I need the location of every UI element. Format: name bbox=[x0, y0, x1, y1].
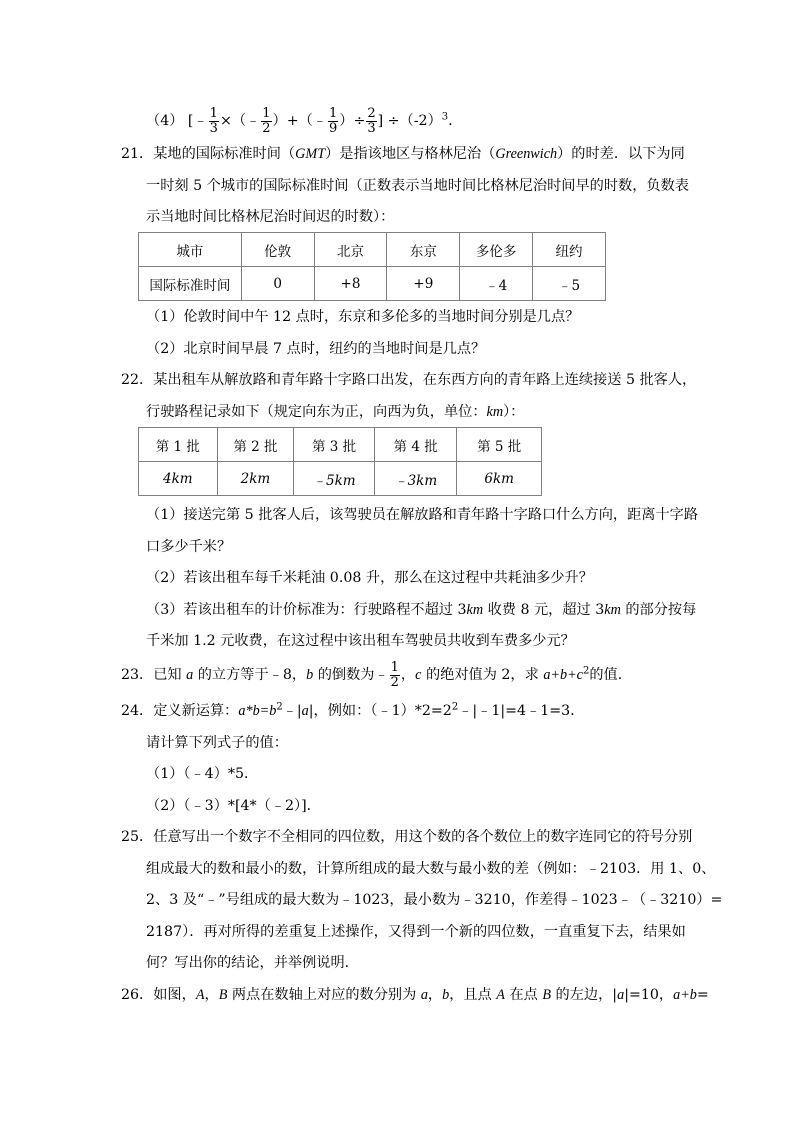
q22-th-4: 第 4 批 bbox=[374, 428, 457, 462]
q20-plus: ）+（ bbox=[272, 113, 313, 129]
q24-rest: ﹣|﹣1|=4﹣1=3． bbox=[458, 703, 585, 719]
q21-line-2: 一时刻 5 个城市的国际标准时间（正数表示当地时间比格林尼治时间早的时数，负数表 bbox=[146, 178, 689, 194]
q22-td-1: 4km bbox=[139, 462, 218, 496]
q22-sub-1-line-1: （1）接送完第 5 批客人后，该驾驶员在解放路和青年路十字路口什么方向，距离十字路 bbox=[146, 507, 699, 523]
q26-var-a2: a bbox=[617, 987, 625, 1003]
q21-td-label: 国际标准时间 bbox=[139, 267, 242, 301]
q21-sub-1: （1）伦敦时间中午 12 点时，东京和多伦多的当地时间分别是几点？ bbox=[146, 309, 580, 325]
q23-var-c: c bbox=[415, 667, 422, 683]
q26-h: = bbox=[696, 987, 709, 1003]
q24-def: a*b=b bbox=[238, 703, 277, 719]
q26-b: 两点在数轴上对应的数分别为 bbox=[227, 987, 421, 1003]
q21-th-toronto: 多伦多 bbox=[460, 233, 533, 267]
q23-expr: a+b+c bbox=[543, 667, 583, 683]
q22-th-2: 第 2 批 bbox=[217, 428, 294, 462]
q21-th-london: 伦敦 bbox=[241, 233, 314, 267]
q26-expr: a+b bbox=[673, 987, 697, 1003]
q22-line-2 bbox=[146, 402, 524, 422]
q25-line-3: 2、3 及“﹣”号组成的最大数为﹣1023，最小数为﹣3210，作差得﹣1023﹣（﹣3210）= bbox=[146, 892, 723, 908]
q23-line bbox=[121, 660, 632, 690]
q22-sub-1-line-2: 口多少千米？ bbox=[146, 539, 232, 555]
q21-gmt: GMT bbox=[295, 146, 326, 162]
q26-point-b2: B bbox=[542, 987, 552, 1003]
q22-sub-3-line-2: 千米加 1.2 元收费，在这过程中该出租车驾驶员共收到车费多少元？ bbox=[146, 633, 575, 649]
q21-td-beijing: +8 bbox=[314, 267, 387, 301]
q22-table-value-row bbox=[139, 462, 542, 496]
q22-table-header-row bbox=[139, 428, 542, 462]
q22-th-3: 第 3 批 bbox=[294, 428, 375, 462]
q20-exponent: 3 bbox=[441, 111, 449, 123]
q20-part4-label: （4） bbox=[146, 113, 184, 129]
q26-f: 的左边，| bbox=[551, 987, 618, 1003]
q21-th-beijing: 北京 bbox=[314, 233, 387, 267]
q22-line-2-a: 行驶路程记录如下（规定向东为正，向西为负，单位： bbox=[146, 404, 487, 420]
q26-var-a: a bbox=[420, 987, 428, 1003]
q21-time-table bbox=[138, 232, 606, 301]
q21-th-newyork: 纽约 bbox=[533, 233, 606, 267]
q24-exp2: 2 bbox=[451, 701, 459, 713]
q26-line-1 bbox=[121, 985, 709, 1005]
q22-sub-3-c: 的部分按每 bbox=[620, 602, 697, 618]
q20-frac-4: $\frac{2}{3}$ bbox=[367, 105, 376, 136]
q24-ask: 请计算下列式子的值： bbox=[146, 735, 288, 751]
q20-end: . bbox=[448, 113, 453, 129]
q25-line-2: 组成最大的数和最小的数，计算所组成的最大数与最小数的差（例如：﹣2103．用 1、0、 bbox=[146, 861, 716, 877]
q23-e: 的绝对值为 2，求 bbox=[421, 667, 544, 683]
q20-times: ×（ bbox=[219, 113, 247, 129]
q25-line-1: 25．任意写出一个数字不全相同的四位数，用这个数的各个数位上的数字连同它的符号分别 bbox=[121, 829, 693, 845]
q20-frac-3: $\frac{1}{9}$ bbox=[328, 105, 338, 136]
q26-e: 在点 bbox=[504, 987, 543, 1003]
q21-greenwich: Greenwich bbox=[495, 146, 558, 162]
q24-sub-1: （1）（﹣4）*5． bbox=[146, 766, 259, 782]
q23-var-b: b bbox=[306, 667, 314, 683]
q22-line-1: 22．某出租车从解放路和青年路十字路口出发，在东西方向的青年路上连续接送 5 批客人， bbox=[121, 372, 697, 388]
q23-b: 的立方等于﹣8， bbox=[193, 667, 307, 683]
q21-table-value-row bbox=[139, 267, 606, 301]
q23-f: 的值． bbox=[589, 667, 632, 683]
q22-td-5: 6km bbox=[457, 462, 542, 496]
q22-distance-table bbox=[138, 427, 542, 496]
q26-point-a: A bbox=[195, 987, 205, 1003]
q24-line-1 bbox=[121, 701, 584, 721]
q20-part4: （4） [﹣ $\frac{1}{3}$ ×（﹣ $\frac{1}{2}$ ）+（﹣ $\frac{1}{9}$ ）÷ $\frac{2}{3}$ ] $\div(-2)^3$. bbox=[146, 105, 453, 136]
q26-g: |=10， bbox=[624, 987, 674, 1003]
q22-sub-3-unit-1: km bbox=[466, 602, 484, 618]
q21-td-tokyo: +9 bbox=[387, 267, 460, 301]
q24-var-a: a bbox=[301, 703, 309, 719]
q23-exp: 2 bbox=[582, 665, 590, 677]
q24-def2: ﹣| bbox=[282, 703, 302, 719]
q24-sub-2: （2）（﹣3）*[4*（﹣2）]． bbox=[146, 798, 321, 814]
q23-c: 的倒数为﹣ bbox=[313, 667, 389, 683]
q21-th-city: 城市 bbox=[139, 233, 242, 267]
q24-def3: |，例如：（﹣1）*2=2 bbox=[308, 703, 452, 719]
q20-frac-2: $\frac{1}{2}$ bbox=[262, 105, 271, 136]
q26-var-b: b bbox=[442, 987, 450, 1003]
q25-line-4: 2187）．再对所得的差重复上述操作，又得到一个新的四位数，一直重复下去，结果如 bbox=[146, 924, 686, 940]
q22-sub-3-a: （3）若该出租车的计价标准为：行驶路程不超过 3 bbox=[146, 602, 467, 618]
q21-td-toronto: ﹣4 bbox=[460, 267, 533, 301]
q24-exp: 2 bbox=[276, 701, 283, 713]
q23-frac: $\frac{1}{2}$ bbox=[390, 659, 399, 690]
q20-div: ）÷ bbox=[339, 113, 366, 129]
q23-a: 23．已知 bbox=[121, 667, 187, 683]
q20-tail: ] ÷（-2） bbox=[377, 113, 442, 129]
q22-sub-3-unit-2: km bbox=[604, 602, 621, 618]
q22-unit: km bbox=[486, 404, 504, 420]
q26-sep: ， bbox=[204, 987, 219, 1003]
q21-td-london: 0 bbox=[241, 267, 314, 301]
q22-td-4: ﹣3km bbox=[374, 462, 457, 496]
q20-bracket: [ bbox=[187, 113, 194, 129]
q22-line-2-b: ）： bbox=[503, 404, 525, 420]
q22-td-2: 2km bbox=[217, 462, 294, 496]
q23-d: ， bbox=[400, 667, 416, 683]
q21-table-header-row bbox=[139, 233, 606, 267]
q20-frac-1: $\frac{1}{3}$ bbox=[209, 105, 218, 136]
q21-line-1 bbox=[121, 144, 685, 164]
q21-text-c: ）的时差．以下为同 bbox=[557, 146, 685, 162]
q21-sub-2: （2）北京时间早晨 7 点时，纽约的当地时间是几点？ bbox=[146, 341, 486, 357]
q26-point-a2: A bbox=[496, 987, 505, 1003]
q26-point-b: B bbox=[218, 987, 228, 1003]
q21-td-newyork: ﹣5 bbox=[533, 267, 606, 301]
q22-sub-3-b: 收费 8 元，超过 3 bbox=[483, 602, 605, 618]
q21-line-3: 示当地时间比格林尼治时间迟的时数）： bbox=[146, 209, 395, 225]
q21-text-b: ）是指该地区与格林尼治（ bbox=[325, 146, 496, 162]
q23-var-a: a bbox=[186, 667, 194, 683]
q22-sub-2: （2）若该出租车每千米耗油 0.08 升，那么在这过程中共耗油多少升？ bbox=[146, 570, 593, 586]
q22-td-3: ﹣5km bbox=[294, 462, 375, 496]
q21-th-tokyo: 东京 bbox=[387, 233, 460, 267]
q22-th-1: 第 1 批 bbox=[139, 428, 218, 462]
q22-th-5: 第 5 批 bbox=[457, 428, 542, 462]
q24-a: 24．定义新运算： bbox=[121, 703, 239, 719]
q26-a: 26．如图， bbox=[121, 987, 196, 1003]
q26-c: ， bbox=[427, 987, 443, 1003]
q21-text-a: 21．某地的国际标准时间（ bbox=[121, 146, 296, 162]
q22-sub-3-line-1 bbox=[146, 600, 696, 620]
q26-d: ，且点 bbox=[449, 987, 497, 1003]
q25-line-5: 何？写出你的结论，并举例说明． bbox=[146, 955, 359, 971]
